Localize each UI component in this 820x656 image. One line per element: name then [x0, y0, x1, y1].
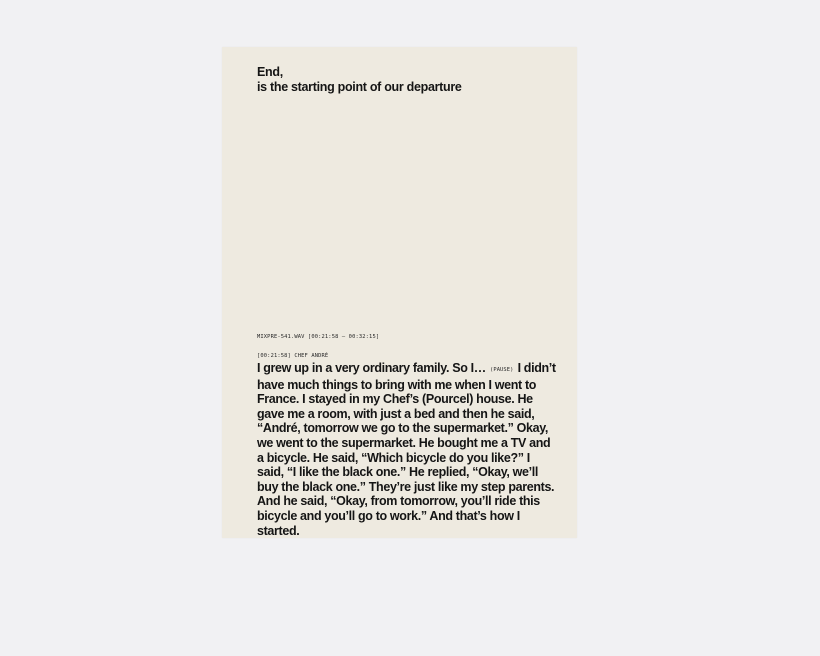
title-line-2: is the starting point of our departure — [257, 79, 462, 94]
document-page — [222, 47, 577, 538]
transcript-part-1: I grew up in a very ordinary family. So I… — [257, 361, 486, 375]
title-line-1: End, — [257, 65, 283, 79]
transcript-part-2: I didn’t have much things to bring with me when I went to France. I stayed in my Chef’s (Pourcel) house. He gave me a room, with just a bed and then he said, “André, tomorrow we go to the supermarket.” Okay, we went to the supermarket. He bought me a TV and a bicycle. He said, “Which bicycle do you like?” I said, “I like the black one.” He replied, “Okay, we’ll buy the black one.” They’re just like my step parents. And he said, “Okay, from tomorrow, you’ll ride this bicycle and you’ll go to work.” And that’s how I started. — [257, 361, 556, 538]
audio-file-reference: MIXPRE-541.WAV [00:21:58 – 00:32:15] — [257, 334, 380, 340]
page-title — [257, 65, 557, 94]
speaker-timestamp: [00:21:58] CHEF ANDRÉ — [257, 353, 329, 359]
pause-label: (PAUSE) — [490, 367, 514, 373]
transcript-text — [257, 361, 557, 538]
